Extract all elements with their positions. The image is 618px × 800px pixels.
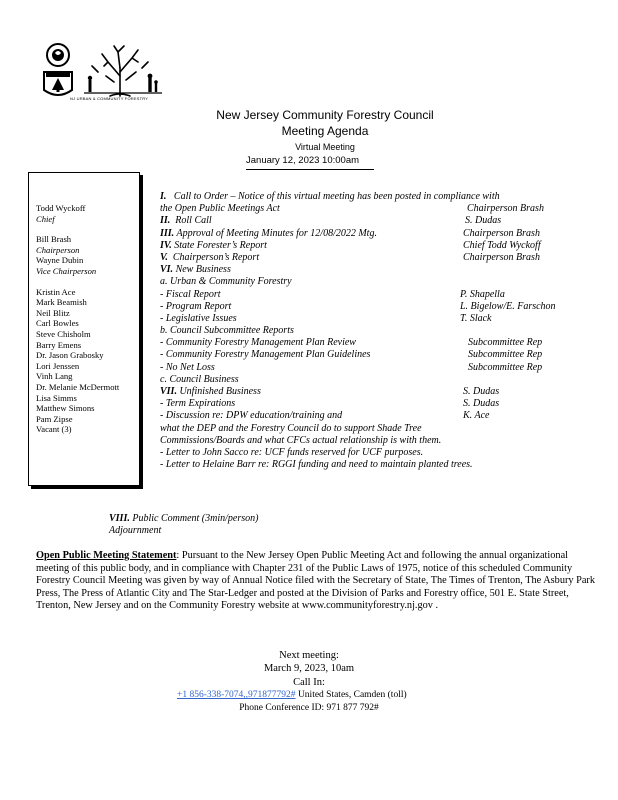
agenda-item bbox=[109, 513, 258, 525]
date-underline bbox=[246, 169, 374, 170]
member-name: Vacant (3) bbox=[36, 424, 72, 435]
item-text: Approval of Meeting Minutes for 12/08/2022 Mtg. bbox=[176, 227, 377, 239]
phone-location: United States, Camden (toll) bbox=[295, 690, 407, 700]
agenda-item bbox=[160, 252, 590, 264]
presenter: S. Dudas bbox=[463, 386, 500, 397]
public-comment bbox=[109, 513, 258, 537]
agenda-title: Meeting Agenda bbox=[281, 124, 369, 138]
agenda-subheading bbox=[160, 374, 590, 386]
item-text: the Open Public Meetings Act bbox=[160, 203, 280, 215]
agenda-item bbox=[160, 337, 590, 349]
meeting-date: January 12, 2023 10:00am bbox=[246, 155, 360, 166]
presenter: S. Dudas bbox=[465, 215, 502, 227]
member-role: Chief bbox=[36, 213, 55, 224]
item-text: Unfinished Business bbox=[179, 386, 261, 397]
item-text: - Fiscal Report bbox=[160, 288, 221, 300]
member-name: Dr. Melanie McDermott bbox=[36, 381, 120, 392]
agenda-item bbox=[160, 191, 590, 203]
item-text: State Forester’s Report bbox=[174, 239, 267, 251]
member-name: Wayne Dubin bbox=[36, 255, 84, 266]
item-text: Commissions/Boards and what CFCs actual relationship is with them. bbox=[160, 434, 442, 446]
call-in-label: Call In: bbox=[293, 677, 325, 688]
next-meeting-label: Next meeting: bbox=[279, 650, 339, 661]
item-text: b. Council Subcommittee Reports bbox=[160, 325, 294, 337]
agenda bbox=[160, 191, 590, 471]
presenter: Subcommittee Rep bbox=[468, 361, 543, 373]
item-text: Adjournment bbox=[109, 525, 162, 537]
members-list bbox=[36, 203, 141, 435]
nj-state-seal-icon bbox=[40, 42, 76, 104]
item-text: - Letter to Helaine Barr re: RGGI funding and need to maintain planted trees. bbox=[160, 459, 473, 471]
member-name: Kristin Ace bbox=[36, 286, 76, 297]
member-name: Neil Blitz bbox=[36, 307, 70, 318]
item-text: Call to Order – Notice of this virtual meeting has been posted in compliance with bbox=[173, 191, 500, 202]
agenda-item bbox=[160, 349, 590, 361]
item-number: VII. bbox=[160, 386, 177, 397]
item-text: Chairperson’s Report bbox=[172, 251, 260, 263]
agenda-item bbox=[160, 386, 590, 398]
item-text: - Letter to John Sacco re: UCF funds reserved for UCF purposes. bbox=[160, 446, 424, 458]
item-text: - Legislative Issues bbox=[160, 312, 237, 324]
agenda-item bbox=[160, 264, 590, 276]
presenter: P. Shapella bbox=[460, 288, 505, 300]
member-role: Chairperson bbox=[36, 244, 80, 255]
item-text: - Term Expirations bbox=[160, 398, 236, 410]
item-text: - Program Report bbox=[160, 300, 232, 312]
item-text: - Discussion re: DPW education/training and bbox=[160, 410, 343, 422]
item-number: II. bbox=[160, 215, 171, 227]
presenter: Subcommittee Rep bbox=[468, 337, 543, 349]
item-text: - Community Forestry Management Plan Guidelines bbox=[160, 349, 371, 361]
member-name: Lisa Simms bbox=[36, 392, 77, 403]
member-name: Lori Jenssen bbox=[36, 360, 80, 371]
presenter: Chairperson Brash bbox=[463, 251, 540, 263]
urban-forestry-tree-icon bbox=[84, 42, 162, 104]
item-number: III. bbox=[160, 227, 175, 239]
member-name: Pam Zipse bbox=[36, 413, 73, 424]
item-number: V. bbox=[160, 251, 168, 263]
item-text: c. Council Business bbox=[160, 373, 239, 385]
member-role: Vice Chairperson bbox=[36, 265, 97, 276]
member-name: Dr. Jason Grabosky bbox=[36, 350, 104, 361]
member-name: Barry Emens bbox=[36, 339, 82, 350]
item-number: IV. bbox=[160, 239, 172, 251]
agenda-item bbox=[160, 459, 590, 471]
item-number: I. bbox=[160, 191, 167, 202]
presenter: S. Dudas bbox=[463, 398, 500, 410]
member-name: Steve Chisholm bbox=[36, 328, 91, 339]
presenter: Chief Todd Wyckoff bbox=[463, 239, 541, 251]
logo-caption: NJ URBAN & COMMUNITY FORESTRY bbox=[70, 96, 149, 101]
member-name: Carl Bowles bbox=[36, 318, 79, 329]
statement-label: Open Public Meeting Statement bbox=[36, 550, 177, 561]
member-name: Mark Beamish bbox=[36, 297, 87, 308]
item-text: - Community Forestry Management Plan Review bbox=[160, 337, 356, 349]
meeting-type: Virtual Meeting bbox=[295, 142, 355, 152]
item-text: - No Net Loss bbox=[160, 361, 215, 373]
presenter: Chairperson Brash bbox=[463, 227, 540, 239]
open-meeting-statement bbox=[36, 550, 598, 613]
phone-line bbox=[177, 690, 407, 700]
statement-text: : Pursuant to the New Jersey Open Public Meeting Act and following the annual organizational meeting of this public body, and in compliance with Chapter 231 of the Public Laws of 1975, notice of this scheduled Community Forestry Council Meeting was given by way of Annual Notice filed with the Secretary of State, The Times of Trenton, The Asbury Park Press, The Press of Atlantic City and The Star-Ledger and posted at the Division of Parks and Forestry office, 501 E. State Street, Trenton, New Jersey and on the Community Forestry website at www.communityforestry.nj.gov . bbox=[36, 550, 596, 612]
conference-id: Phone Conference ID: 971 877 792# bbox=[239, 703, 379, 713]
member-name: Todd Wyckoff bbox=[36, 203, 86, 213]
item-text: Public Comment (3min/person) bbox=[132, 513, 259, 524]
presenter: T. Slack bbox=[460, 312, 492, 324]
agenda-item bbox=[160, 301, 590, 313]
agenda-item bbox=[160, 228, 590, 240]
agenda-item bbox=[160, 289, 590, 301]
council-title: New Jersey Community Forestry Council bbox=[216, 108, 434, 122]
item-number: VI. bbox=[160, 264, 174, 276]
next-meeting-date: March 9, 2023, 10am bbox=[263, 663, 355, 674]
agenda-item-continued bbox=[160, 423, 590, 435]
agenda-item bbox=[160, 410, 590, 422]
item-text: Roll Call bbox=[175, 215, 212, 227]
agenda-item bbox=[109, 525, 258, 537]
member-name: Matthew Simons bbox=[36, 403, 95, 414]
agenda-item bbox=[160, 398, 590, 410]
agenda-item bbox=[160, 447, 590, 459]
item-text: New Business bbox=[175, 264, 231, 276]
agenda-item bbox=[160, 362, 590, 374]
member-name: Vinh Lang bbox=[36, 371, 73, 382]
presenter: L. Bigelow/E. Farschon bbox=[460, 300, 556, 312]
agenda-item bbox=[160, 240, 590, 252]
member-name: Bill Brash bbox=[36, 234, 72, 245]
agenda-item-continued bbox=[160, 435, 590, 447]
phone-link[interactable]: +1 856-338-7074,,971877792# bbox=[177, 690, 296, 700]
agenda-item bbox=[160, 313, 590, 325]
agenda-subheading bbox=[160, 325, 590, 337]
item-number: VIII. bbox=[109, 513, 130, 524]
agenda-item bbox=[160, 215, 590, 227]
presenter: Chairperson Brash bbox=[467, 203, 544, 215]
presenter: K. Ace bbox=[463, 410, 490, 422]
item-text: a. Urban & Community Forestry bbox=[160, 276, 292, 288]
item-text: what the DEP and the Forestry Council do to support Shade Tree bbox=[160, 422, 422, 434]
presenter: Subcommittee Rep bbox=[468, 349, 543, 361]
agenda-item bbox=[160, 203, 590, 215]
agenda-subheading bbox=[160, 276, 590, 288]
